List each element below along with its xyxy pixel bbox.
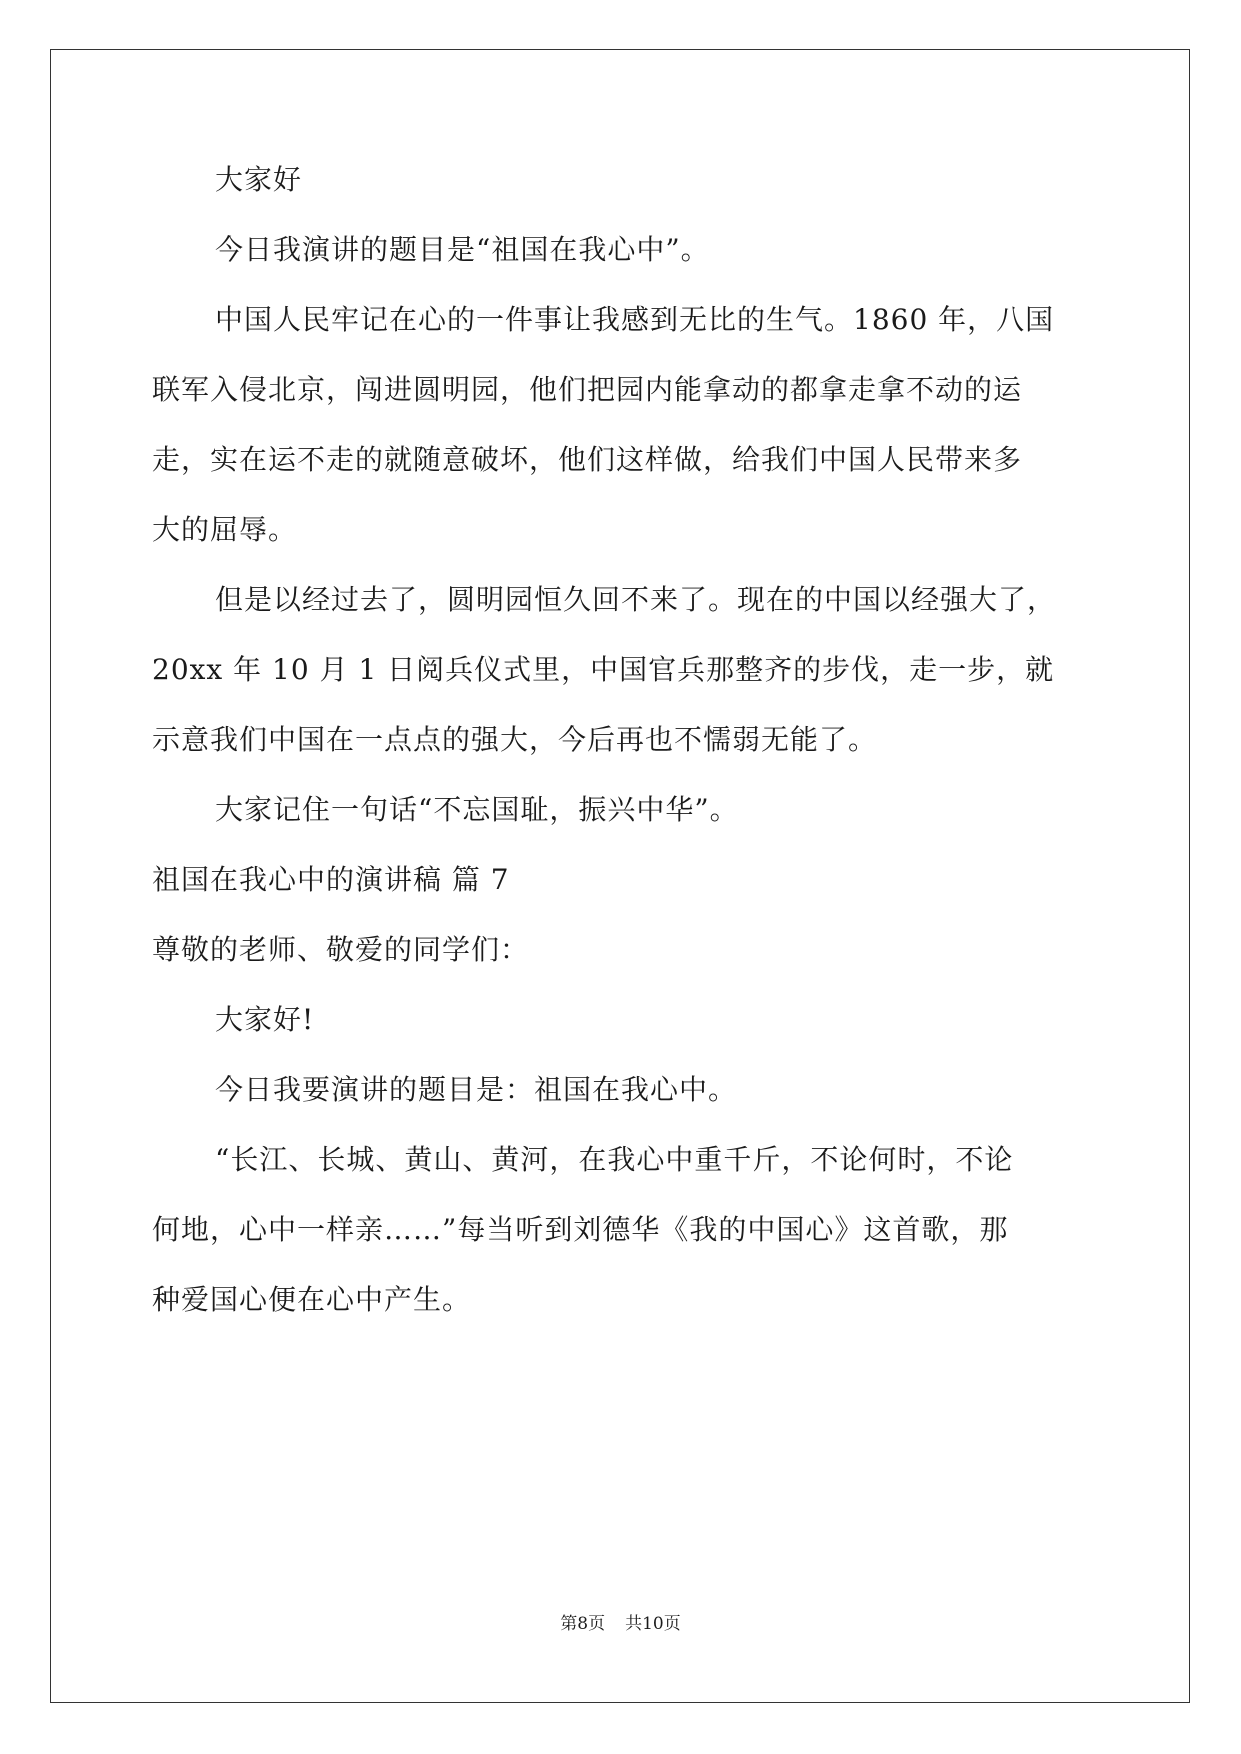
paragraph-line: 中国人民牢记在心的一件事让我感到无比的生气。1860 年，八国 — [215, 303, 1055, 336]
paragraph-line: 大的屈辱。 — [152, 513, 298, 546]
paragraph-line: 20xx 年 10 月 1 日阅兵仪式里，中国官兵那整齐的步伐，走一步，就 — [152, 653, 1055, 686]
section-heading: 祖国在我心中的演讲稿 篇 7 — [152, 863, 510, 896]
paragraph-line: 今日我演讲的题目是“祖国在我心中”。 — [215, 233, 710, 266]
paragraph-line: 今日我要演讲的题目是：祖国在我心中。 — [215, 1073, 738, 1106]
paragraph-line: “长江、长城、黄山、黄河，在我心中重千斤，不论何时，不论 — [215, 1143, 1014, 1176]
page-total: 共10页 — [625, 1614, 681, 1634]
salutation: 尊敬的老师、敬爱的同学们： — [152, 933, 530, 966]
paragraph-line: 联军入侵北京，闯进圆明园，他们把园内能拿动的都拿走拿不动的运 — [152, 373, 1023, 406]
page-footer — [0, 1612, 1241, 1636]
paragraph-line: 种爱国心便在心中产生。 — [152, 1283, 472, 1316]
paragraph-line: 大家好 — [215, 163, 303, 196]
paragraph-line: 走，实在运不走的就随意破坏，他们这样做，给我们中国人民带来多 — [152, 443, 1023, 476]
paragraph-line: 示意我们中国在一点点的强大，今后再也不懦弱无能了。 — [152, 723, 878, 756]
page-number: 第8页 — [560, 1614, 606, 1634]
paragraph-line: 大家记住一句话“不忘国耻，振兴中华”。 — [215, 793, 739, 826]
paragraph-line: 但是以经过去了，圆明园恒久回不来了。现在的中国以经强大了， — [215, 583, 1057, 616]
paragraph-line: 大家好! — [215, 1003, 315, 1036]
paragraph-line: 何地，心中一样亲……”每当听到刘德华《我的中国心》这首歌，那 — [152, 1213, 1009, 1246]
